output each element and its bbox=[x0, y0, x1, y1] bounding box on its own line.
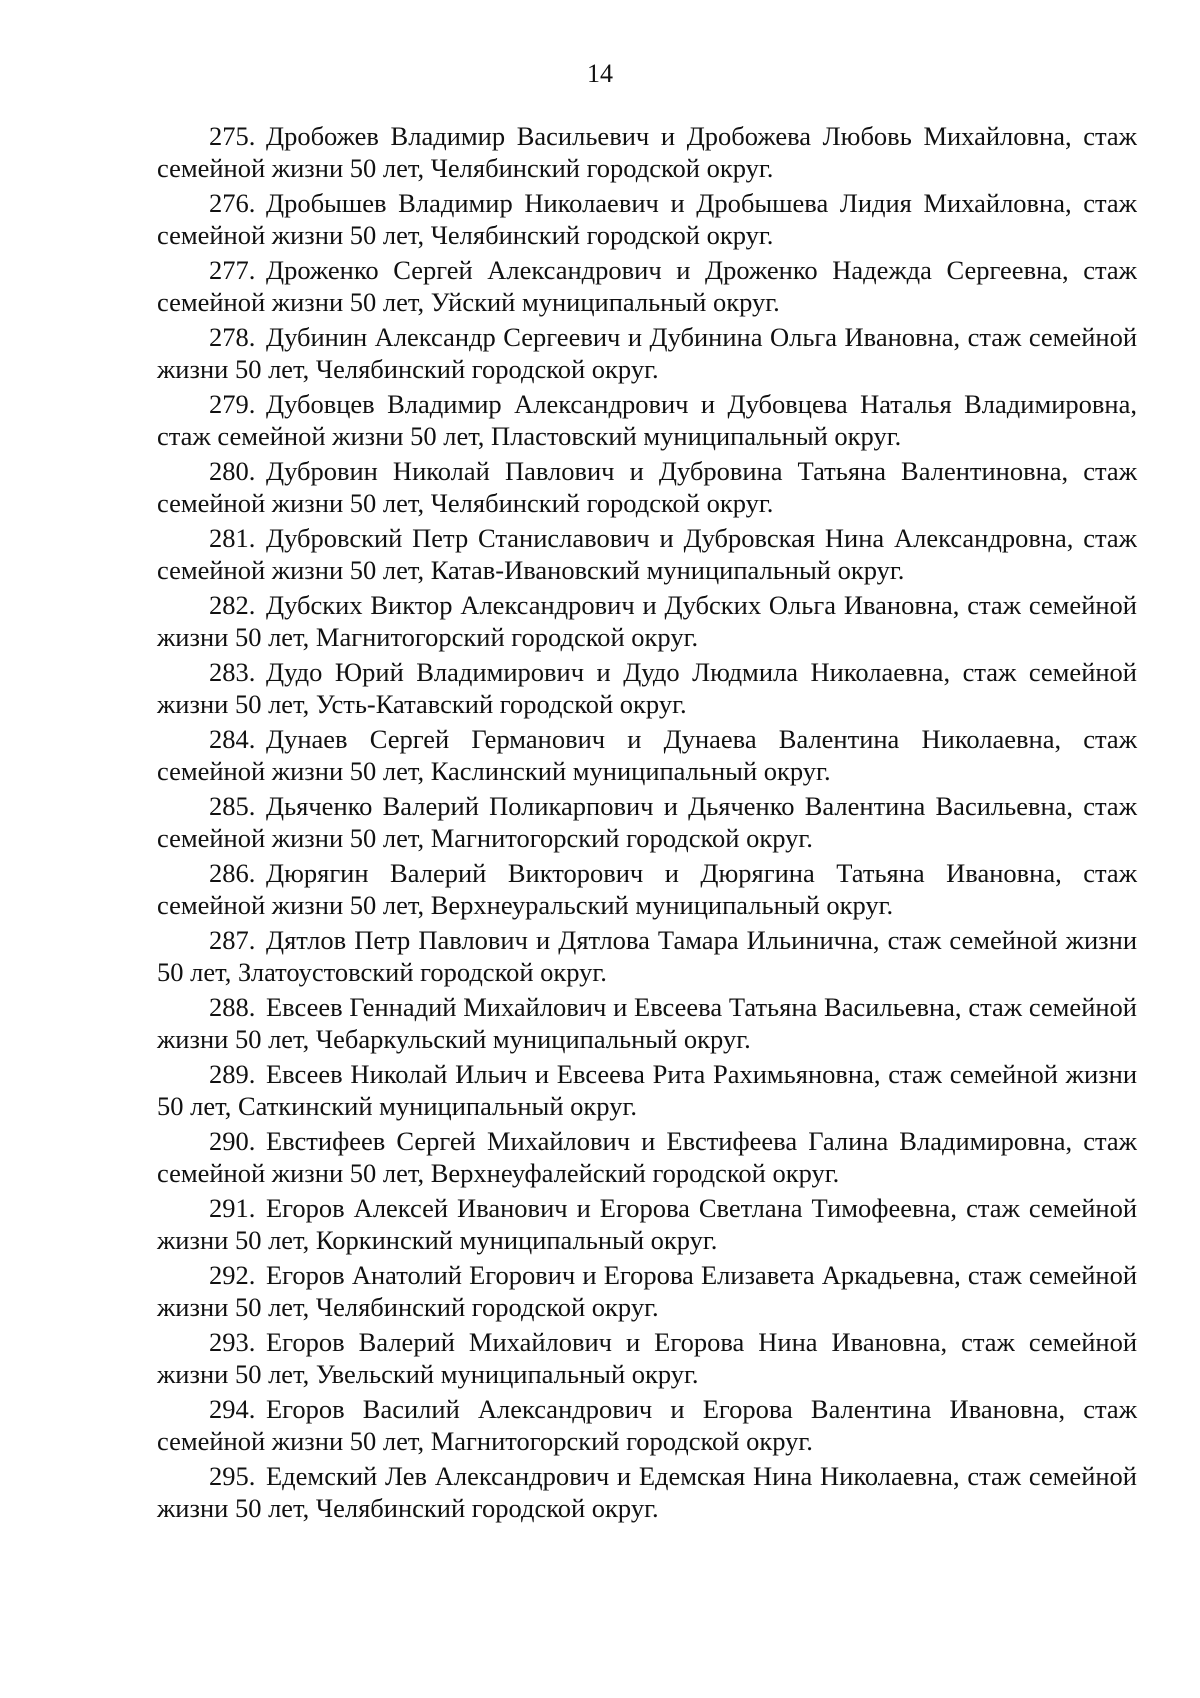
entry-text: Дубинин Александр Сергеевич и Дубинина Ольга Ивановна, стаж семейной жизни 50 лет, Челябинский городской округ. bbox=[157, 322, 1137, 384]
entry-number: 282. bbox=[209, 590, 256, 620]
page-number: 14 bbox=[587, 59, 613, 88]
list-item bbox=[157, 1326, 1137, 1390]
list-item bbox=[157, 1259, 1137, 1323]
list-item bbox=[157, 1460, 1137, 1524]
entry-text: Дунаев Сергей Германович и Дунаева Валентина Николаевна, стаж семейной жизни 50 лет, Каслинский муниципальный округ. bbox=[157, 724, 1137, 786]
entry-number: 285. bbox=[209, 791, 256, 821]
entry-text: Егоров Алексей Иванович и Егорова Светлана Тимофеевна, стаж семейной жизни 50 лет, Коркинский муниципальный округ. bbox=[157, 1193, 1137, 1255]
entry-text: Дьяченко Валерий Поликарпович и Дьяченко Валентина Васильевна, стаж семейной жизни 50 лет, Магнитогорский городской округ. bbox=[157, 791, 1137, 853]
list-item bbox=[157, 589, 1137, 653]
entry-number: 275. bbox=[209, 121, 256, 151]
list-item bbox=[157, 321, 1137, 385]
entry-text: Евсеев Геннадий Михайлович и Евсеева Татьяна Васильевна, стаж семейной жизни 50 лет, Чебаркульский муниципальный округ. bbox=[157, 992, 1137, 1054]
entry-text: Егоров Василий Александрович и Егорова Валентина Ивановна, стаж семейной жизни 50 лет, Магнитогорский городской округ. bbox=[157, 1394, 1137, 1456]
list-item bbox=[157, 1058, 1137, 1122]
entry-text: Едемский Лев Александрович и Едемская Нина Николаевна, стаж семейной жизни 50 лет, Челябинский городской округ. bbox=[157, 1461, 1137, 1523]
list-item bbox=[157, 388, 1137, 452]
list-item bbox=[157, 522, 1137, 586]
entry-number: 278. bbox=[209, 322, 256, 352]
entry-number: 284. bbox=[209, 724, 256, 754]
entry-number: 291. bbox=[209, 1193, 256, 1223]
list-item bbox=[157, 120, 1137, 184]
list-item bbox=[157, 991, 1137, 1055]
entry-text: Дробожев Владимир Васильевич и Дробожева Любовь Михайловна, стаж семейной жизни 50 лет, Челябинский городской округ. bbox=[157, 121, 1137, 183]
entry-text: Дюрягин Валерий Викторович и Дюрягина Татьяна Ивановна, стаж семейной жизни 50 лет, Верхнеуральский муниципальный округ. bbox=[157, 858, 1137, 920]
entry-number: 279. bbox=[209, 389, 256, 419]
list-item bbox=[157, 857, 1137, 921]
entry-list bbox=[157, 120, 1137, 1527]
entry-number: 294. bbox=[209, 1394, 256, 1424]
entry-text: Егоров Валерий Михайлович и Егорова Нина Ивановна, стаж семейной жизни 50 лет, Увельский муниципальный округ. bbox=[157, 1327, 1137, 1389]
list-item bbox=[157, 455, 1137, 519]
entry-text: Дробышев Владимир Николаевич и Дробышева Лидия Михайловна, стаж семейной жизни 50 лет, Челябинский городской округ. bbox=[157, 188, 1137, 250]
entry-number: 295. bbox=[209, 1461, 256, 1491]
list-item bbox=[157, 1393, 1137, 1457]
entry-number: 280. bbox=[209, 456, 256, 486]
list-item bbox=[157, 656, 1137, 720]
entry-text: Дудо Юрий Владимирович и Дудо Людмила Николаевна, стаж семейной жизни 50 лет, Усть-Катавский городской округ. bbox=[157, 657, 1137, 719]
list-item bbox=[157, 187, 1137, 251]
entry-number: 287. bbox=[209, 925, 256, 955]
entry-number: 289. bbox=[209, 1059, 256, 1089]
entry-text: Дубских Виктор Александрович и Дубских Ольга Ивановна, стаж семейной жизни 50 лет, Магнитогорский городской округ. bbox=[157, 590, 1137, 652]
list-item bbox=[157, 723, 1137, 787]
entry-text: Дубровский Петр Станиславович и Дубровская Нина Александровна, стаж семейной жизни 50 лет, Катав-Ивановский муниципальный округ. bbox=[157, 523, 1137, 585]
list-item bbox=[157, 254, 1137, 318]
list-item bbox=[157, 790, 1137, 854]
entry-number: 293. bbox=[209, 1327, 256, 1357]
entry-text: Дубовцев Владимир Александрович и Дубовцева Наталья Владимировна, стаж семейной жизни 50 лет, Пластовский муниципальный округ. bbox=[157, 389, 1137, 451]
entry-number: 292. bbox=[209, 1260, 256, 1290]
entry-text: Дроженко Сергей Александрович и Дроженко Надежда Сергеевна, стаж семейной жизни 50 лет, Уйский муниципальный округ. bbox=[157, 255, 1137, 317]
entry-number: 276. bbox=[209, 188, 256, 218]
list-item bbox=[157, 1192, 1137, 1256]
entry-text: Евсеев Николай Ильич и Евсеева Рита Рахимьяновна, стаж семейной жизни 50 лет, Саткинский муниципальный округ. bbox=[157, 1059, 1137, 1121]
list-item bbox=[157, 924, 1137, 988]
entry-text: Егоров Анатолий Егорович и Егорова Елизавета Аркадьевна, стаж семейной жизни 50 лет, Челябинский городской округ. bbox=[157, 1260, 1137, 1322]
entry-text: Дубровин Николай Павлович и Дубровина Татьяна Валентиновна, стаж семейной жизни 50 лет, Челябинский городской округ. bbox=[157, 456, 1137, 518]
entry-text: Евстифеев Сергей Михайлович и Евстифеева Галина Владимировна, стаж семейной жизни 50 лет, Верхнеуфалейский городской округ. bbox=[157, 1126, 1137, 1188]
entry-number: 283. bbox=[209, 657, 256, 687]
entry-text: Дятлов Петр Павлович и Дятлова Тамара Ильинична, стаж семейной жизни 50 лет, Златоустовский городской округ. bbox=[157, 925, 1137, 987]
entry-number: 277. bbox=[209, 255, 256, 285]
entry-number: 290. bbox=[209, 1126, 256, 1156]
entry-number: 281. bbox=[209, 523, 256, 553]
entry-number: 288. bbox=[209, 992, 256, 1022]
entry-number: 286. bbox=[209, 858, 256, 888]
list-item bbox=[157, 1125, 1137, 1189]
